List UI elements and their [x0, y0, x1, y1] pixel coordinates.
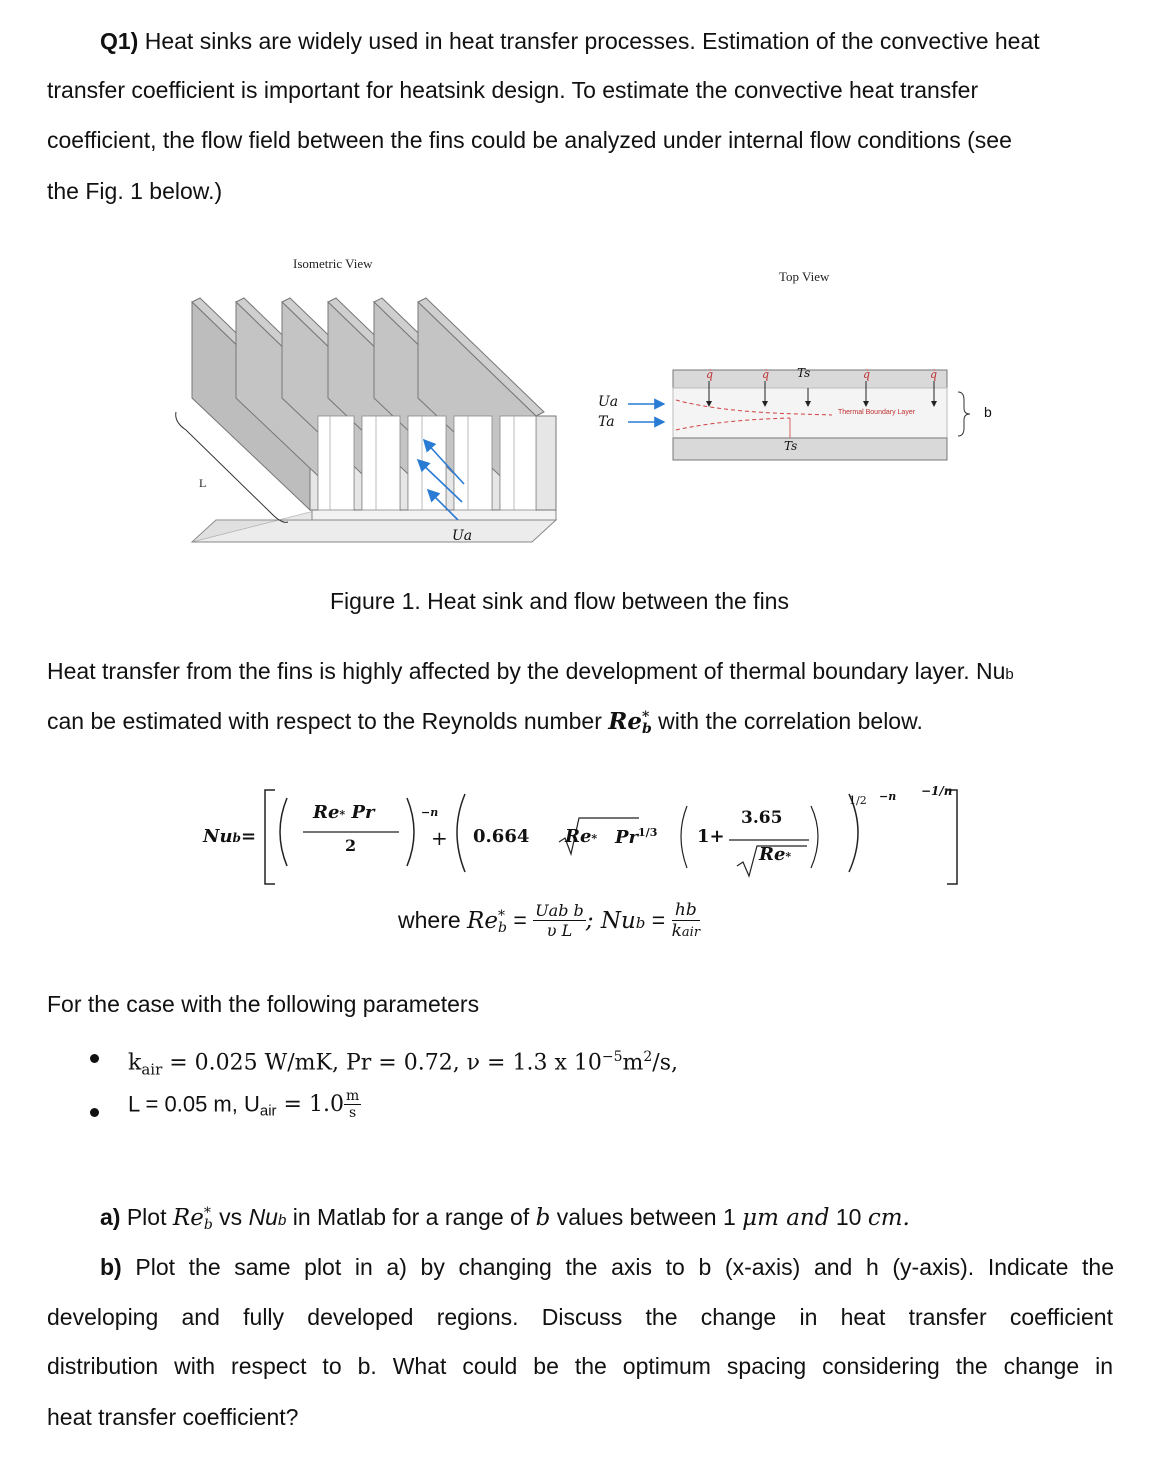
task-b-label: b)	[100, 1254, 122, 1280]
body-text-2a: can be estimated with respect to the Reynolds number	[47, 708, 609, 734]
param-unit-frac: $\frac{m}{s}$	[345, 1088, 360, 1121]
eq-lhs: Nub=	[203, 826, 257, 847]
eq-plus: +	[431, 826, 448, 850]
body-line-1	[47, 646, 1127, 700]
body-line-2	[47, 696, 1127, 747]
where-nu: Nub	[600, 907, 646, 934]
eq-sqrt-re: Re*	[565, 826, 598, 847]
body-text-2b: with the correlation below.	[651, 708, 923, 734]
question-text-1: Heat sinks are widely used in heat transfer processes. Estimation of the convective heat	[138, 28, 1040, 54]
heat-flux-label-1: q̇	[706, 368, 714, 381]
surface-temp-top-label: Ts	[797, 366, 811, 380]
thermal-boundary-layer-label: Thermal Boundary Layer	[838, 409, 916, 416]
eq-half: 1/2	[849, 794, 867, 807]
eq-neg-n-2: −n	[879, 790, 897, 803]
eq-365: 3.65	[741, 808, 783, 828]
eq-re-pr: Re* Pr	[313, 802, 375, 823]
eq-neg-1n: −1/n	[921, 784, 953, 798]
heat-flux-label-3: q̇	[863, 368, 871, 381]
nusselt-correlation	[203, 776, 963, 896]
surface-temp-bottom-label: Ts	[784, 439, 798, 453]
where-frac-2: $\frac{hb}{\text{kair}}$	[671, 900, 701, 941]
where-frac-1: $\frac{\text{Uab b}}{\text{υ L}}$	[535, 901, 584, 940]
top-view-diagram	[628, 370, 970, 460]
body-text-1: Heat transfer from the fins is highly affected by the development of thermal boundary layer. Nu	[47, 658, 1006, 684]
top-temperature-label: Ta	[598, 414, 615, 430]
heat-sink-figure	[0, 240, 1152, 580]
where-re: Re * b	[467, 907, 507, 936]
isometric-view-title: Isometric View	[293, 256, 373, 271]
bullet-2	[90, 1108, 99, 1117]
top-view-title: Top View	[779, 269, 830, 284]
eq-pr: $Pr^{1/3}$	[615, 826, 658, 848]
eq-neg-n-1: −n	[421, 806, 439, 819]
task-b-line-4: heat transfer coefficient?	[47, 1404, 299, 1430]
top-velocity-label: Ua	[598, 394, 619, 410]
question-line-2: transfer coefficient is important for heatsink design. To estimate the convective heat transfer	[47, 77, 979, 103]
task-b-line-2: developing and fully developed regions. Discuss the change in heat transfer coefficient	[47, 1304, 1113, 1330]
task-b-line-3: distribution with respect to b. What could be the optimum spacing considering the change in	[47, 1353, 1113, 1379]
task-a-label: a)	[100, 1204, 121, 1230]
task-a: a) Plot Re * b vs Nub in Matlab for a range of b values between 1 μm and 10 cm.	[100, 1204, 910, 1233]
iso-velocity-label: Ua	[452, 528, 473, 544]
param-bullet-1: $k_{air} = 0.025$ W/mK, Pr = 0.72, ν = 1.3 x $10^{-5}m^2/s$,	[128, 1049, 678, 1079]
param-bullet-2: L = 0.05 m, $U_{air} = 1.0$ $\frac{m}{s}$	[128, 1088, 360, 1121]
body-re: Re * b	[608, 708, 652, 737]
question-line-1	[100, 16, 1120, 66]
eq-two: 2	[345, 836, 357, 855]
heat-flux-label-2: q̇	[762, 368, 770, 381]
bullet-1	[90, 1054, 99, 1063]
spacing-b-label: b	[984, 404, 992, 420]
params-intro: For the case with the following parameters	[47, 991, 480, 1017]
isometric-heat-sink	[176, 298, 556, 542]
body-nu-subscript: b	[1005, 666, 1014, 683]
where-text: where	[398, 907, 468, 933]
task-a-re: Re * b	[172, 1205, 213, 1233]
task-b-line-1: b) Plot the same plot in a) by changing the axis to b (x-axis) and h (y-axis). Indicate the	[100, 1254, 1114, 1280]
question-line-3: coefficient, the flow field between the fins could be analyzed under internal flow conditions (see	[47, 127, 1012, 153]
question-label: Q1)	[100, 28, 139, 54]
heat-flux-label-4: q̇	[930, 368, 938, 381]
question-line-4: the Fig. 1 below.)	[47, 178, 223, 204]
eq-one-plus: 1+	[697, 826, 725, 847]
eq-sqrt-re-2: Re*	[759, 844, 792, 865]
eq-0664: 0.664	[473, 826, 530, 847]
figure-caption: Figure 1. Heat sink and flow between the fins	[330, 588, 789, 614]
length-label: L	[199, 476, 207, 490]
where-line: where Re * b = $\frac{\text{Uab b}}{\text{υ L}}$ ; Nub = $\frac{hb}{\text{kair}}$	[398, 900, 701, 941]
